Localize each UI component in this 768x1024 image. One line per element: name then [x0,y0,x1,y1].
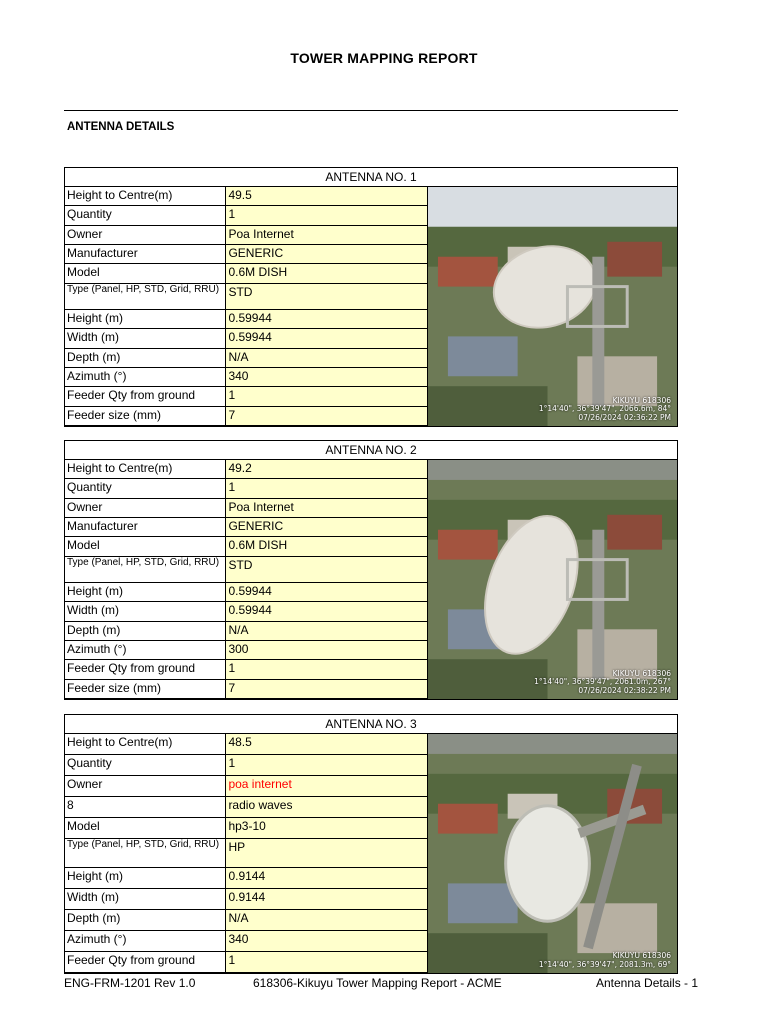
spec-row [65,283,427,309]
spec-label: Depth (m) [65,621,226,640]
spec-row [65,264,427,283]
spec-label: Height (m) [65,309,226,328]
spec-value: 0.6M DISH [226,537,427,556]
spec-value: GENERIC [226,245,427,264]
spec-value: N/A [226,621,427,640]
footer-report-name: 618306-Kikuyu Tower Mapping Report - ACME [253,976,502,990]
spec-value: 0.59944 [226,309,427,328]
spec-label: Owner [65,225,226,244]
spec-value: HP [226,839,427,867]
spec-label: Feeder Qty from ground [65,951,226,972]
photo-geo-stamp [539,952,671,969]
spec-label: Model [65,818,226,839]
spec-label: Height to Centre(m) [65,460,226,479]
spec-label: Quantity [65,479,226,498]
spec-row [65,909,427,930]
spec-row [65,537,427,556]
spec-row [65,602,427,621]
spec-row [65,679,427,698]
antenna-spec-table [65,460,427,699]
spec-row [65,518,427,537]
spec-value: 1 [226,206,427,225]
antenna-block-1 [64,167,678,427]
spec-value: GENERIC [226,518,427,537]
spec-value: 0.9144 [226,888,427,909]
spec-value: 49.2 [226,460,427,479]
spec-label: Type (Panel, HP, STD, Grid, RRU) [65,839,226,867]
spec-value: 340 [226,930,427,951]
spec-label: Azimuth (°) [65,640,226,659]
spec-value: STD [226,283,427,309]
spec-value: Poa Internet [226,225,427,244]
antenna-block-2 [64,440,678,700]
stamp-line: KIKUYU 618306 [612,668,671,678]
spec-value: 49.5 [226,187,427,206]
spec-label: Quantity [65,206,226,225]
photo-geo-stamp [539,397,671,423]
spec-label: Owner [65,498,226,517]
photo-geo-stamp [534,670,671,696]
spec-row [65,187,427,206]
spec-label: Feeder Qty from ground [65,660,226,679]
spec-value: hp3-10 [226,818,427,839]
spec-value: 0.59944 [226,602,427,621]
spec-value: radio waves [226,797,427,818]
antenna-photo [428,734,677,973]
dish-antenna-photo-icon [427,187,677,426]
spec-label: Height to Centre(m) [65,734,226,754]
spec-label: Type (Panel, HP, STD, Grid, RRU) [65,283,226,309]
stamp-line: 07/26/2024 02:38:22 PM [578,685,671,695]
spec-row [65,930,427,951]
spec-row [65,406,427,425]
spec-row [65,245,427,264]
spec-row [65,867,427,888]
spec-value: 7 [226,406,427,425]
dish-antenna-photo-icon [427,460,677,699]
spec-row [65,754,427,775]
spec-row [65,556,427,582]
stamp-line: 1°14'40", 36°39'47", 2081.3m, 69° [538,959,671,969]
spec-label: Model [65,537,226,556]
spec-label: Width (m) [65,329,226,348]
spec-row [65,309,427,328]
spec-label: Azimuth (°) [65,367,226,386]
spec-value: 1 [226,660,427,679]
antenna-block-3 [64,714,678,974]
spec-row [65,498,427,517]
antenna-photo [428,460,677,699]
spec-label: Quantity [65,754,226,775]
spec-row [65,839,427,867]
spec-value: 340 [226,367,427,386]
spec-value: 1 [226,951,427,972]
spec-label: Type (Panel, HP, STD, Grid, RRU) [65,556,226,582]
spec-label: Depth (m) [65,348,226,367]
antenna-title: ANTENNA NO. 1 [65,168,677,187]
spec-row [65,660,427,679]
spec-row [65,387,427,406]
stamp-line: 1°14'40", 36°39'47", 2061.0m, 267° [534,677,671,687]
spec-value: 0.59944 [226,329,427,348]
spec-label: Height to Centre(m) [65,187,226,206]
antenna-photo [428,187,677,426]
spec-row [65,818,427,839]
spec-row [65,621,427,640]
spec-label: Height (m) [65,867,226,888]
spec-label: Owner [65,776,226,797]
spec-label: Model [65,264,226,283]
spec-value: 0.59944 [226,582,427,601]
spec-value: 0.9144 [226,867,427,888]
spec-value: 300 [226,640,427,659]
spec-label: Azimuth (°) [65,930,226,951]
antenna-spec-table [65,187,427,426]
spec-label: Manufacturer [65,245,226,264]
spec-value: STD [226,556,427,582]
spec-row [65,460,427,479]
stamp-line: KIKUYU 618306 [612,395,671,405]
spec-row [65,206,427,225]
spec-row [65,367,427,386]
spec-label: Height (m) [65,582,226,601]
spec-value: 7 [226,679,427,698]
stamp-line: KIKUYU 618306 [612,951,671,961]
footer-page-label: Antenna Details - 1 [596,976,699,990]
spec-label: Feeder size (mm) [65,679,226,698]
spec-label: Feeder Qty from ground [65,387,226,406]
spec-value: 48.5 [226,734,427,754]
spec-value: poa internet [226,776,427,797]
spec-value: N/A [226,348,427,367]
spec-value: 0.6M DISH [226,264,427,283]
spec-row [65,225,427,244]
spec-row [65,797,427,818]
stamp-line: 07/26/2024 02:36:22 PM [578,412,671,422]
spec-label: Width (m) [65,888,226,909]
antenna-title: ANTENNA NO. 3 [65,715,677,734]
spec-label: Manufacturer [65,518,226,537]
spec-label: 8 [65,797,226,818]
spec-row [65,776,427,797]
spec-label: Width (m) [65,602,226,621]
spec-value: 1 [226,479,427,498]
spec-row [65,479,427,498]
spec-row [65,640,427,659]
stamp-line: 1°14'40", 36°39'47", 2066.6m, 84° [538,404,671,414]
spec-row [65,582,427,601]
spec-value: Poa Internet [226,498,427,517]
antenna-spec-table [65,734,427,973]
spec-row [65,734,427,754]
spec-label: Depth (m) [65,909,226,930]
spec-row [65,329,427,348]
hp-antenna-photo-icon [427,734,677,973]
spec-value: N/A [226,909,427,930]
section-heading: ANTENNA DETAILS [67,121,175,133]
report-title: TOWER MAPPING REPORT [290,50,478,66]
spec-row [65,348,427,367]
spec-value: 1 [226,754,427,775]
spec-label: Feeder size (mm) [65,406,226,425]
footer-form-number: ENG-FRM-1201 Rev 1.0 [64,976,196,990]
title-divider [64,110,678,111]
spec-row [65,951,427,972]
spec-row [65,888,427,909]
spec-value: 1 [226,387,427,406]
antenna-title: ANTENNA NO. 2 [65,441,677,460]
